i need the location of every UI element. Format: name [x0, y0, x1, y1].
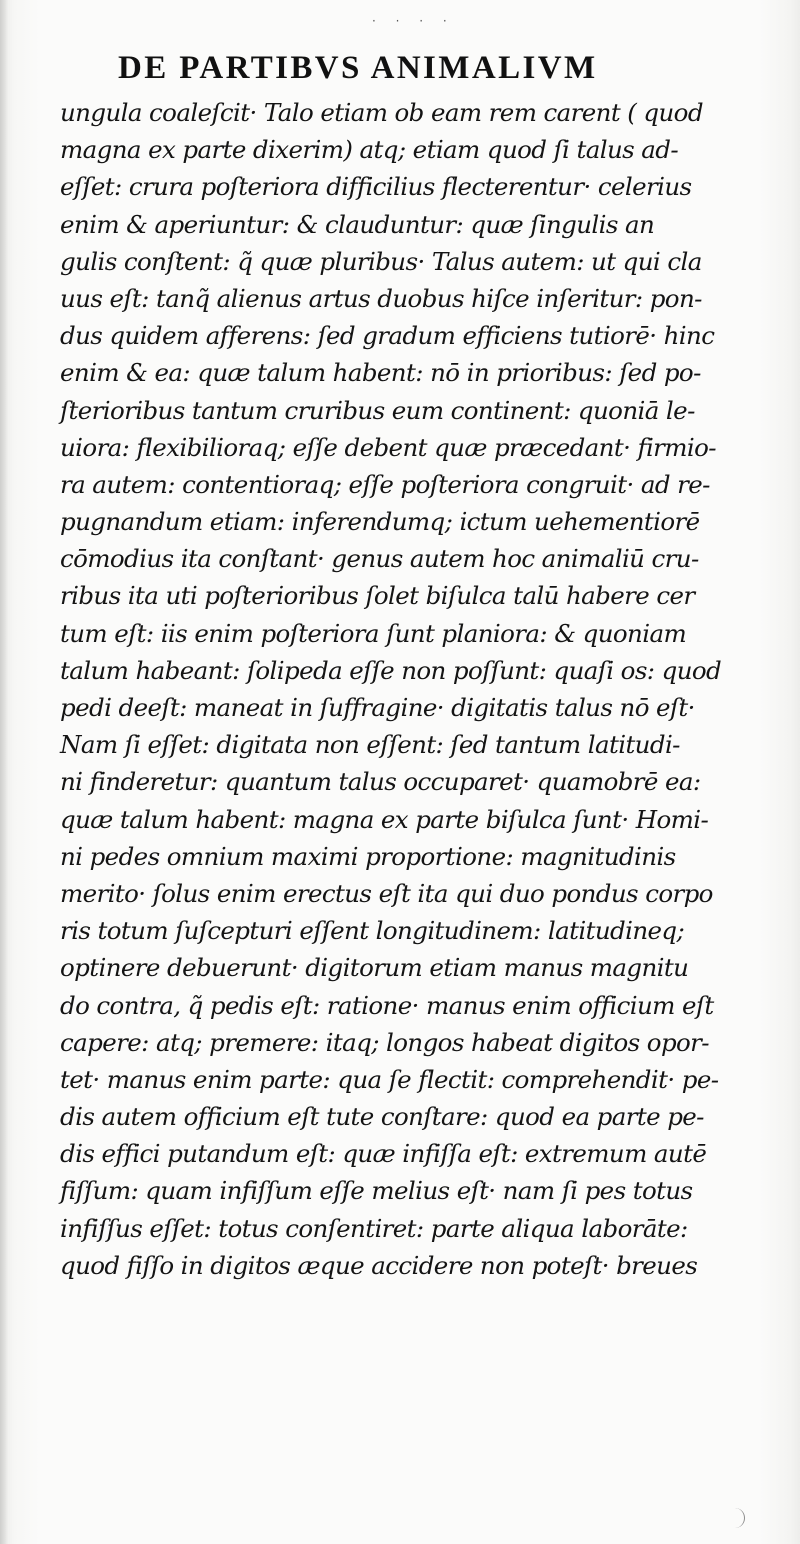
text-line: quod fiſſo in digitos æque accidere non poteſt· breues — [60, 1250, 698, 1280]
text-line: enim & aperiuntur: & clauduntur: quæ ſingulis an — [60, 209, 655, 239]
text-line: dis effici putandum eſt: quæ infiſſa eſt: extremum autē — [60, 1139, 707, 1169]
page-corner-mark — [724, 1508, 745, 1528]
text-line: ungula coaleſcit· Talo etiam ob eam rem carent ( quod — [60, 98, 703, 127]
print-specks: · · · · — [372, 14, 455, 28]
text-line: dis autem officium eſt tute conſtare: quod ea parte pe- — [60, 1102, 704, 1132]
text-line: dus quidem afferens: ſed gradum efficiens tutiorē· hinc — [60, 321, 715, 351]
text-line: uiora: flexibilioraq; eſſe debent quæ præcedant· firmio- — [60, 432, 716, 462]
text-line: optinere debuerunt· digitorum etiam manus magnitu — [60, 953, 689, 983]
text-line: talum habeant: ſolipeda eſſe non poſſunt: quaſi os: quod — [60, 655, 722, 685]
text-line: ribus ita uti poſterioribus ſolet biſulca talū habere cer — [60, 581, 695, 611]
text-line: do contra, q̃ pedis eſt: ratione· manus enim officium eſt — [60, 990, 714, 1020]
text-line: magna ex parte dixerim) atq; etiam quod ſi talus ad- — [60, 135, 679, 165]
running-heading: DE PARTIBVS ANIMALIVM — [118, 50, 598, 86]
text-line: ni finderetur: quantum talus occuparet· quamobrē ea: — [60, 767, 701, 797]
text-line: capere: atq; premere: itaq; longos habeat digitos opor- — [60, 1027, 709, 1057]
text-line: ni pedes omnium maximi proportione: magnitudinis — [60, 841, 676, 871]
text-line: pugnandum etiam: inferendumq; ictum uehementiorē — [60, 507, 700, 537]
page-gutter-shadow — [0, 0, 8, 1544]
text-line: ris totum ſuſcepturi eſſent longitudinem: latitudineq; — [60, 916, 685, 946]
text-line: merito· ſolus enim erectus eſt ita qui duo pondus corpo — [60, 878, 713, 908]
text-line: gulis conſtent: q̃ quæ pluribus· Talus autem: ut qui cla — [60, 246, 702, 276]
text-line: Nam ſi eſſet: digitata non eſſent: ſed tantum latitudi- — [60, 730, 680, 760]
text-line: cōmodius ita conſtant· genus autem hoc animaliū cru- — [60, 544, 699, 574]
text-line: pedi deeſt: maneat in ſuffragine· digitatis talus nō eſt· — [60, 693, 695, 722]
text-line: ſterioribus tantum cruribus eum continent: quoniā le- — [60, 395, 695, 425]
text-line: ra autem: contentioraq; eſſe poſteriora congruit· ad re- — [60, 469, 710, 499]
text-line: quæ talum habent: magna ex parte biſulca ſunt· Homi- — [60, 804, 709, 834]
text-line: enim & ea: quæ talum habent: nō in prioribus: ſed po- — [60, 358, 701, 388]
text-line: infiſſus eſſet: totus conſentiret: parte aliqua laborāte: — [60, 1213, 688, 1243]
body-text — [60, 94, 744, 1284]
text-line: uus eſt: tanq̃ alienus artus duobus hiſce inſeritur: pon- — [60, 283, 702, 313]
text-line: tet· manus enim parte: qua ſe flectit: comprehendit· pe- — [60, 1064, 719, 1094]
text-line: tum eſt: iis enim poſteriora ſunt planiora: & quoniam — [60, 618, 687, 648]
text-line: eſſet: crura poſteriora difficilius flecterentur· celerius — [60, 172, 692, 202]
text-line: fiſſum: quam infiſſum eſſe melius eſt· nam ſi pes totus — [60, 1176, 693, 1206]
